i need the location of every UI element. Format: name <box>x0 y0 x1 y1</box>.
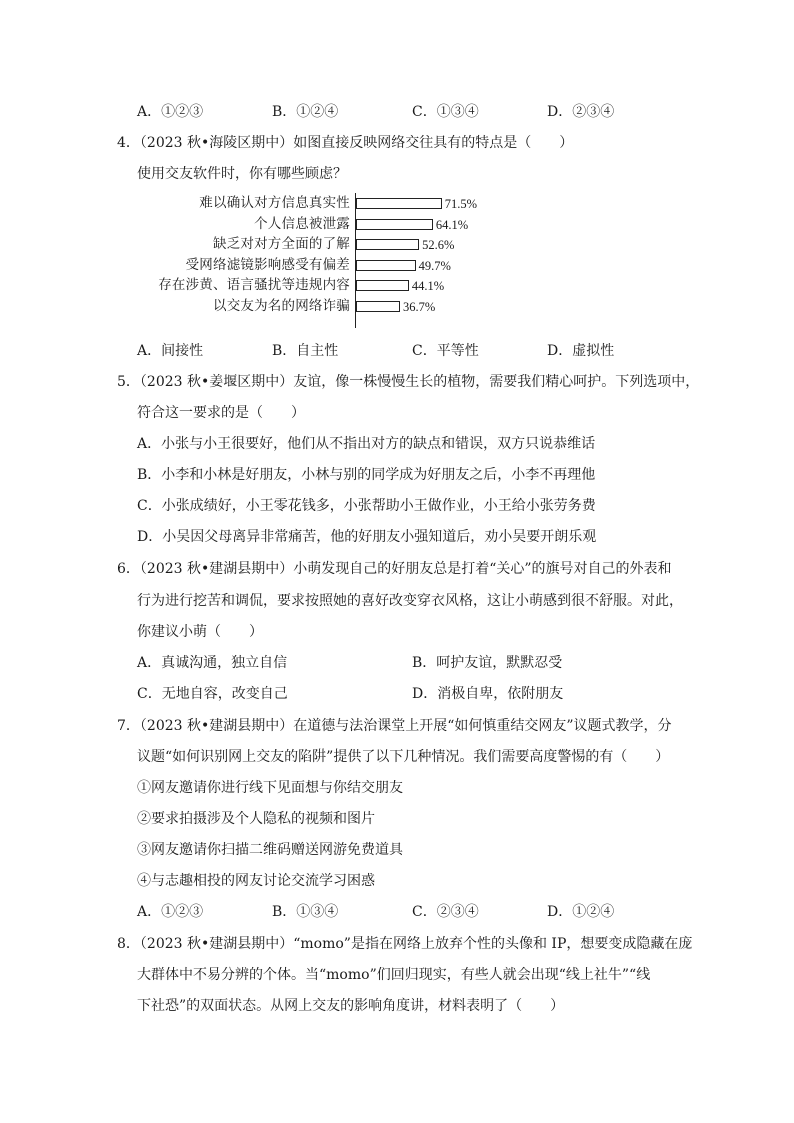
q5-option-a: A．小张与小王很要好，他们从不指出对方的缺点和错误，双方只说恭维话 <box>137 436 596 452</box>
chart-category-label: 难以确认对方信息真实性 <box>199 195 350 211</box>
q4-option-c: C．平等性 <box>412 343 479 359</box>
q6-option-d: D．消极自卑，依附朋友 <box>412 686 564 702</box>
chart-category-label: 个人信息被泄露 <box>254 215 350 232</box>
q8-stem-line-2: 大群体中不易分辨的个体。当“momo”们回归现实，有些人就会出现“线上社牛”“线 <box>137 967 651 983</box>
chart-value-label: 49.7% <box>418 258 451 273</box>
chart-value-label: 64.1% <box>435 217 469 232</box>
chart-value-label: 52.6% <box>422 238 455 252</box>
q7-item-3: ③网友邀请你扫描二维码赠送网游免费道具 <box>137 842 403 858</box>
q6-option-c: C．无地自容，改变自己 <box>137 686 288 702</box>
chart-bar <box>356 219 433 230</box>
q4-option-b: B．自主性 <box>272 343 339 359</box>
q6-option-b: B．呵护友谊，默默忍受 <box>412 655 563 671</box>
q3-option-c: C．①③④ <box>412 104 479 120</box>
chart-bar <box>356 198 442 209</box>
q3-option-d: D．②③④ <box>547 104 615 120</box>
chart-value-label: 71.5% <box>444 197 478 211</box>
q6-option-a: A．真诚沟通，独立自信 <box>137 655 288 671</box>
q7-option-b: B．①③④ <box>272 904 339 920</box>
q5-stem-line-1: 5．（2023 秋•姜堰区期中）友谊，像一株慢慢生长的植物，需要我们精心呵护。下列选项中， <box>117 374 700 390</box>
chart-category-label: 存在涉黄、语言骚扰等违规内容 <box>158 277 350 293</box>
q4-option-a: A．间接性 <box>137 343 204 359</box>
chart-bar <box>356 280 409 291</box>
q6-stem-line-2: 行为进行挖苦和调侃，要求按照她的喜好改变穿衣风格，这让小萌感到很不舒服。对此， <box>137 593 683 609</box>
chart-value-label: 44.1% <box>411 279 445 293</box>
q4-stem: 4．（2023 秋•海陵区期中）如图直接反映网络交往具有的特点是（ ） <box>117 135 574 151</box>
chart-bar <box>356 301 400 312</box>
q5-option-c: C．小张成绩好，小王零花钱多，小张帮助小王做作业，小王给小张劳务费 <box>137 498 596 514</box>
q4-option-d: D．虚拟性 <box>547 343 615 359</box>
q5-stem-line-2: 符合这一要求的是（ ） <box>137 405 305 421</box>
q6-stem-line-1: 6．（2023 秋•建湖县期中）小萌发现自己的好朋友总是打着“关心”的旗号对自己的外表和 <box>117 561 672 577</box>
q8-stem-line-1: 8．（2023 秋•建湖县期中）“momo”是指在网络上放弃个性的头像和 IP，想要变成隐藏在庞 <box>117 936 693 952</box>
q3-option-a: A．①②③ <box>137 104 204 120</box>
q5-option-b: B．小李和小林是好朋友，小林与别的同学成为好朋友之后，小李不再理他 <box>137 467 596 483</box>
q7-stem-line-1: 7．（2023 秋•建湖县期中）在道德与法治课堂上开展“如何慎重结交网友”议题式教学，分 <box>117 718 672 734</box>
chart-category-label: 以交友为名的网络诈骗 <box>213 297 350 314</box>
q5-option-d: D．小吴因父母离异非常痛苦，他的好朋友小强知道后，劝小吴要开朗乐观 <box>137 529 597 545</box>
q3-option-b: B．①②④ <box>272 104 339 120</box>
chart-category-label: 受网络滤镜影响感受有偏差 <box>185 256 350 273</box>
q7-option-a: A．①②③ <box>137 904 204 920</box>
chart-bar <box>356 239 419 250</box>
chart-category-label: 缺乏对对方全面的了解 <box>213 236 350 252</box>
q8-stem-line-3: 下社恐”的双面状态。从网上交友的影响角度讲，材料表明了（ ） <box>137 998 565 1014</box>
q7-option-d: D．①②④ <box>547 904 615 920</box>
chart-value-label: 36.7% <box>403 299 436 314</box>
q7-stem-line-2: 议题“如何识别网上交友的陷阱”提供了以下几种情况。我们需要高度警惕的有（ ） <box>137 749 670 765</box>
q7-option-c: C．②③④ <box>412 904 479 920</box>
q7-item-1: ①网友邀请你进行线下见面想与你结交朋友 <box>137 780 403 796</box>
q7-item-2: ②要求拍摄涉及个人隐私的视频和图片 <box>137 811 375 827</box>
q6-stem-line-3: 你建议小萌（ ） <box>137 624 263 640</box>
chart-bar <box>356 260 416 271</box>
q7-item-4: ④与志趣相投的网友讨论交流学习困惑 <box>137 873 375 889</box>
chart-title: 使用交友软件时，你有哪些顾虑？ <box>137 166 347 182</box>
